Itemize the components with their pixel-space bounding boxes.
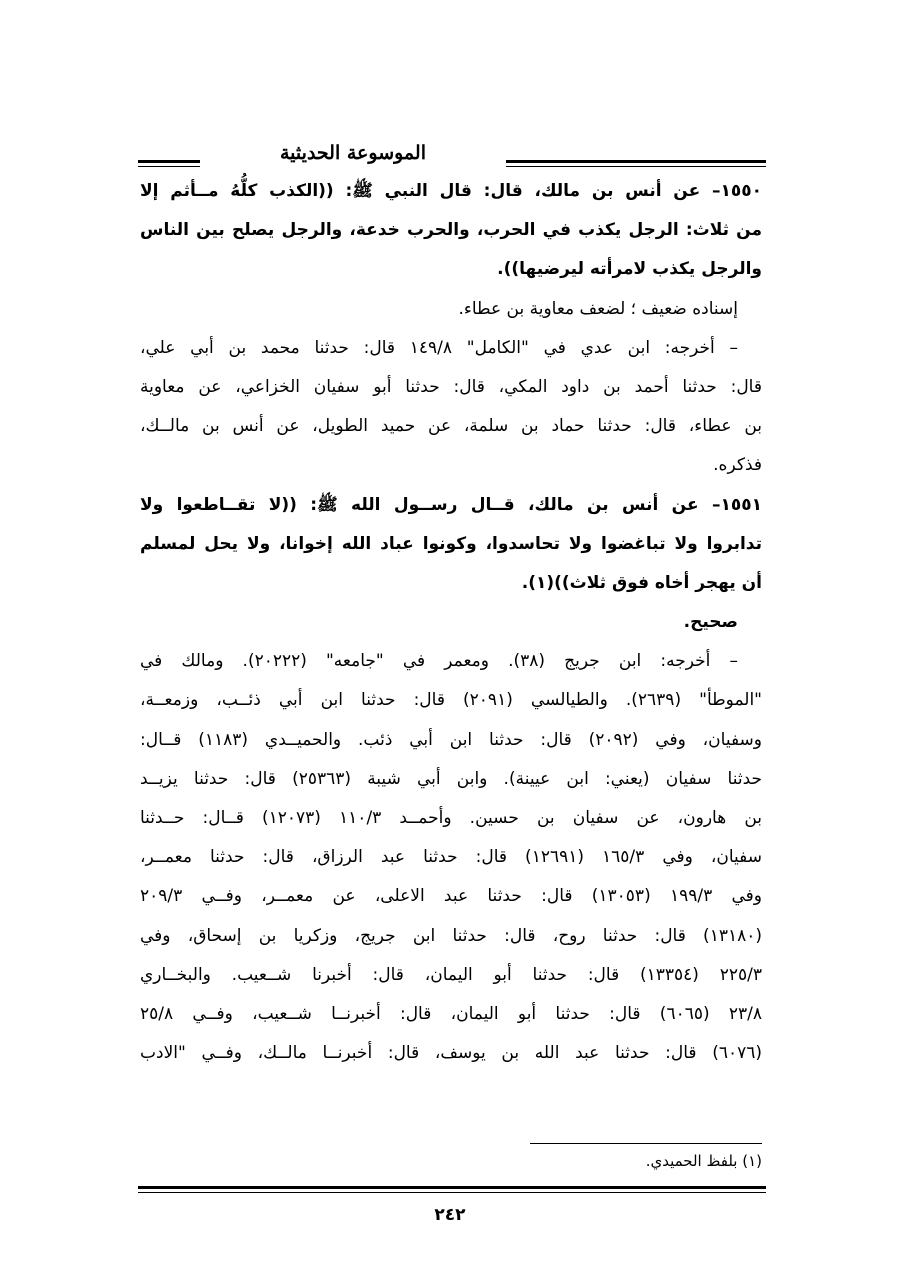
takhrij-1551-line-1: – أخرجه: ابن جريج (٣٨). ومعمر في "جامعه" (٢٠٢٢٢). ومالك في <box>140 651 738 672</box>
page-body <box>140 172 762 1073</box>
takhrij-1551-line-6: سفيان، وفي ١٦٥/٣ (١٢٦٩١) قال: حدثنا عبد الرزاق، قال: حدثنا معمــر، <box>140 847 762 868</box>
takhrij-1550-line-3: بن عطاء، قال: حدثنا حماد بن سلمة، عن حميد الطويل، عن أنس بن مالــك، <box>140 416 762 437</box>
hadith-1551-line-3: أن يهجر أخاه فوق ثلاث))(١). <box>521 572 762 593</box>
hadith-1550-line-2: من ثلاث: الرجل يكذب في الحرب، والحرب خدعة، والرجل يصلح بين الناس <box>140 220 762 241</box>
footnote-1: (١) بلفظ الحميدي. <box>645 1152 762 1170</box>
takhrij-1551-line-7: وفي ١٩٩/٣ (١٣٠٥٣) قال: حدثنا عبد الاعلى، عن معمــر، وفــي ٢٠٩/٣ <box>140 886 762 907</box>
grading-1551: صحيح. <box>683 612 738 633</box>
takhrij-1551-line-8: (١٣١٨٠) قال: حدثنا روح، قال: حدثنا ابن جريج، وزكريا بن إسحاق، وفي <box>140 925 762 946</box>
takhrij-1551-line-10: ٢٣/٨ (٦٠٦٥) قال: حدثنا أبو اليمان، قال: أخبرنــا شــعيب، وفــي ٢٥/٨ <box>140 1003 762 1024</box>
grading-1550: إسناده ضعيف ؛ لضعف معاوية بن عطاء. <box>458 298 738 319</box>
takhrij-1551-line-9: ٢٢٥/٣ (١٣٣٥٤) قال: حدثنا أبو اليمان، قال: أخبرنا شــعيب. والبخــاري <box>140 964 762 985</box>
footer-rule <box>138 1186 766 1193</box>
hadith-1550-line-1: ١٥٥٠– عن أنس بن مالك، قال: قال النبي ﷺ: ((الكذب كلُّهُ مــأثم إلا <box>140 181 762 201</box>
page-number: ٢٤٢ <box>434 1205 466 1225</box>
takhrij-1550-line-2: قال: حدثنا أحمد بن داود المكي، قال: حدثنا أبو سفيان الخزاعي، عن معاوية <box>140 376 762 397</box>
footnote-separator <box>530 1143 762 1144</box>
takhrij-1551-line-4: حدثنا سفيان (يعني: ابن عيينة). وابن أبي شيبة (٢٥٣٦٣) قال: حدثنا يزيــد <box>140 768 762 789</box>
header-title: الموسوعة الحديثية <box>280 142 426 164</box>
takhrij-1551-line-5: بن هارون، عن سفيان بن حسين. وأحمــد ١١٠/٣ (١٢٠٧٣) قــال: حــدثنا <box>140 808 762 828</box>
hadith-1550-line-3: والرجل يكذب لامرأته ليرضيها)). <box>497 259 762 280</box>
takhrij-1551-line-2: "الموطأ" (٢٦٣٩). والطيالسي (٢٠٩١) قال: حدثنا ابن أبي ذئــب، وزمعــة، <box>140 690 762 711</box>
hadith-1551-line-2: تدابروا ولا تباغضوا ولا تحاسدوا، وكونوا عباد الله إخوانا، ولا يحل لمسلم <box>140 533 762 554</box>
hadith-1551-line-1: ١٥٥١– عن أنس بن مالك، قــال رســول الله ﷺ: ((لا تقــاطعوا ولا <box>140 494 762 515</box>
header-rule-left <box>138 160 200 167</box>
takhrij-1551-line-3: وسفيان، وفي (٢٠٩٢) قال: حدثنا ابن أبي ذئب. والحميــدي (١١٨٣) قــال: <box>140 729 762 750</box>
takhrij-1550-line-1: – أخرجه: ابن عدي في "الكامل" ١٤٩/٨ قال: حدثنا محمد بن أبي علي، <box>140 337 738 358</box>
takhrij-1550-line-4: فذكره. <box>713 455 762 476</box>
header-rule-right <box>506 160 766 167</box>
takhrij-1551-line-11: (٦٠٧٦) قال: حدثنا عبد الله بن يوسف، قال: أخبرنــا مالــك، وفــي "الادب <box>140 1043 762 1064</box>
